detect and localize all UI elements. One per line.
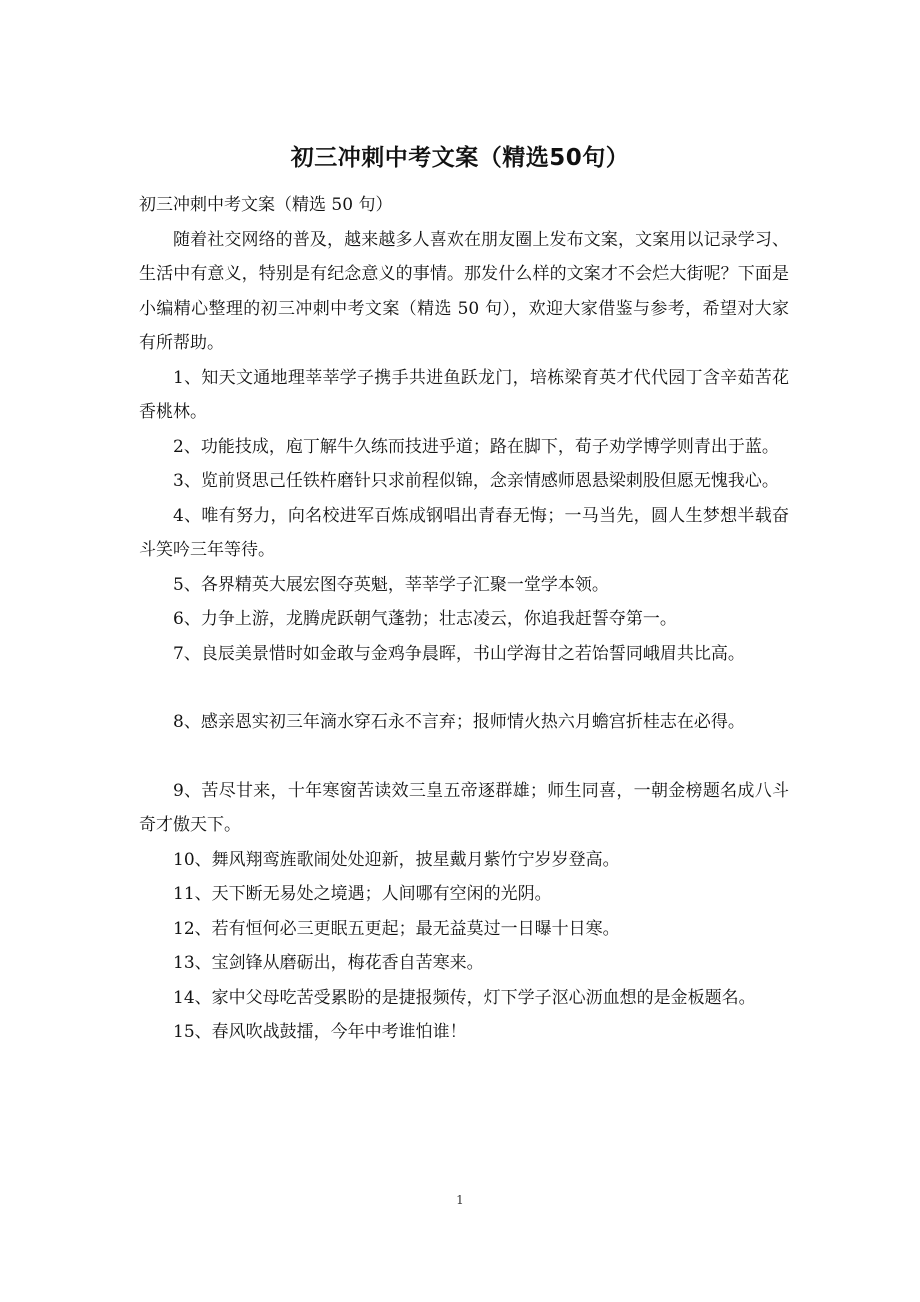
- intro-paragraph: 随着社交网络的普及，越来越多人喜欢在朋友圈上发布文案，文案用以记录学习、生活中有意义，特别是有纪念意义的事情。那发什么样的文案才不会烂大街呢？下面是小编精心整理的初三冲刺中考文案（精选 50 句），欢迎大家借鉴与参考，希望对大家有所帮助。: [139, 229, 789, 353]
- document-body: [139, 188, 789, 1050]
- list-item: 9、苦尽甘来，十年寒窗苦读效三皇五帝逐群雄；师生同喜，一朝金榜题名成八斗奇才傲天下。: [139, 780, 789, 835]
- page-number: 1: [456, 1193, 464, 1207]
- document-title: 初三冲刺中考文案（精选50句）: [290, 145, 630, 171]
- list-item: 6、力争上游，龙腾虎跃朝气蓬勃；壮志凌云，你追我赶誓夺第一。: [173, 609, 677, 629]
- list-item: 13、宝剑锋从磨砺出，梅花香自苦寒来。: [173, 953, 484, 973]
- list-item: 4、唯有努力，向名校进军百炼成钢唱出青春无悔；一马当先，圆人生梦想半载奋斗笑吟三年等待。: [139, 505, 789, 560]
- list-item: 10、舞风翔鸾旌歌闹处处迎新，披星戴月紫竹宁岁岁登高。: [173, 849, 620, 870]
- list-item: 1、知天文通地理莘莘学子携手共进鱼跃龙门，培栋梁育英才代代园丁含辛茹苦花香桃林。: [139, 367, 789, 422]
- list-item: 2、功能技成，庖丁解牛久练而技进乎道；路在脚下，荀子劝学博学则青出于蓝。: [173, 436, 779, 457]
- list-item: 3、览前贤思己任铁杵磨针只求前程似锦，念亲情感师恩悬梁刺股但愿无愧我心。: [173, 471, 779, 491]
- document-subtitle: 初三冲刺中考文案（精选 50 句）: [139, 195, 393, 215]
- list-item: 11、天下断无易处之境遇；人间哪有空闲的光阴。: [173, 884, 552, 904]
- list-item: 15、春风吹战鼓擂，今年中考谁怕谁！: [173, 1022, 467, 1042]
- list-item: 5、各界精英大展宏图夺英魁，莘莘学子汇聚一堂学本领。: [173, 574, 609, 595]
- list-item: 8、感亲恩实初三年滴水穿石永不言弃；报师情火热六月蟾宫折桂志在必得。: [173, 712, 745, 732]
- list-item: 14、家中父母吃苦受累盼的是捷报频传，灯下学子沤心沥血想的是金板题名。: [173, 987, 756, 1008]
- list-item: 12、若有恒何必三更眠五更起；最无益莫过一日曝十日寒。: [173, 918, 620, 939]
- list-item: 7、良辰美景惜时如金敢与金鸡争晨晖，书山学海甘之若饴誓同峨眉共比高。: [173, 643, 745, 664]
